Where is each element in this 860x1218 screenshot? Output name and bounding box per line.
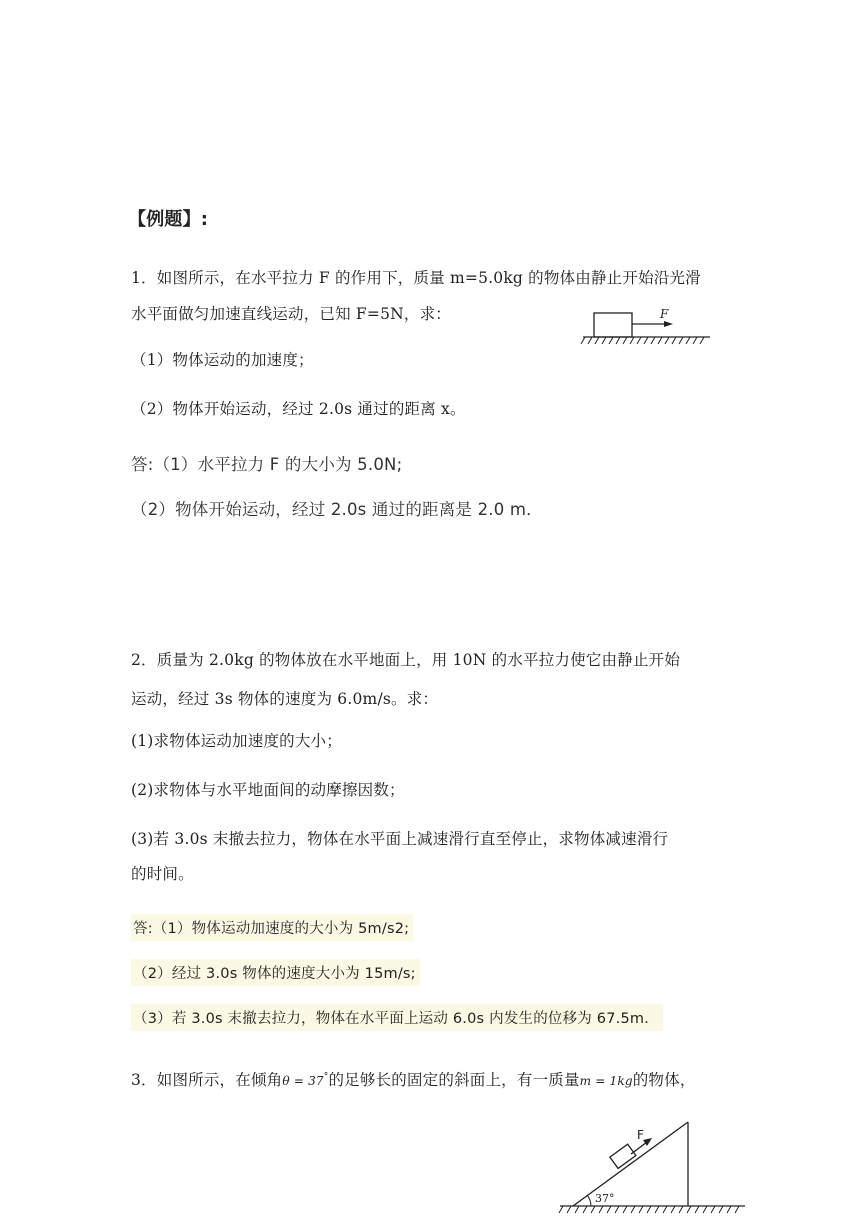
q3-angle-label: 37° [595, 1192, 615, 1205]
q3-force-arrow-shaft [631, 1142, 647, 1154]
q3-mass-expression: m = 1kg [579, 1074, 633, 1088]
q2-part3-line2: 的时间。 [131, 865, 194, 883]
q1-ground-hatch [581, 337, 704, 344]
q2-part1: (1)求物体运动加速度的大小； [131, 732, 342, 750]
q2-part2: (2)求物体与水平地面间的动摩擦因数； [131, 781, 405, 799]
q1-force-arrow-head [664, 321, 673, 327]
q1-line2: 水平面做匀加速直线运动，已知 F=5N，求： [131, 305, 451, 323]
q3-incline-slope [573, 1122, 688, 1206]
q1-line1: 1．如图所示，在水平拉力 F 的作用下，质量 m=5.0kg 的物体由静止开始沿光滑 [131, 269, 701, 287]
q3-force-label: F [637, 1128, 644, 1142]
q3-degree-symbol: ° [323, 1071, 329, 1082]
q2-answer2: （2）经过 3.0s 物体的速度大小为 15m/s; [131, 959, 420, 986]
q3-suffix: 的物体， [632, 1071, 696, 1089]
q3-force-arrow-head [643, 1138, 652, 1146]
q2-answer3: （3）若 3.0s 末撤去拉力，物体在水平面上运动 6.0s 内发生的位移为 67.5m． [131, 1004, 663, 1031]
q1-block-on-surface-diagram [575, 305, 715, 350]
q1-block [594, 313, 632, 337]
q1-answer1: 答:（1）水平拉力 F 的大小为 5.0N; [131, 455, 403, 474]
q1-part2: （2）物体开始运动，经过 2.0s 通过的距离 x。 [131, 400, 466, 418]
q3-block [610, 1144, 636, 1168]
section-heading: 【例题】: [128, 209, 209, 230]
q3-theta-expression: θ = 37 [282, 1074, 324, 1088]
q3-ground-hatch [559, 1206, 739, 1213]
q3-angle-arc [587, 1195, 591, 1206]
q2-part3-line1: (3)若 3.0s 末撤去拉力，物体在水平面上减速滑行直至停止，求物体减速滑行 [131, 830, 669, 848]
q2-line2: 运动，经过 3s 物体的速度为 6.0m/s。求： [131, 690, 439, 708]
q3-prefix: 3．如图所示，在倾角 [131, 1071, 283, 1089]
q3-line1 [131, 1068, 696, 1090]
q2-line1: 2．质量为 2.0kg 的物体放在水平地面上，用 10N 的水平拉力使它由静止开始 [131, 651, 681, 669]
q2-answer1: 答:（1）物体运动加速度的大小为 5m/s2; [131, 914, 413, 941]
q3-incline-diagram [555, 1118, 750, 1218]
q1-answer2: （2）物体开始运动，经过 2.0s 通过的距离是 2.0 m． [131, 500, 543, 519]
q3-mid: 的足够长的固定的斜面上，有一质量 [328, 1071, 580, 1089]
q1-force-label: F [660, 307, 669, 321]
q1-part1: （1）物体运动的加速度； [131, 351, 314, 369]
